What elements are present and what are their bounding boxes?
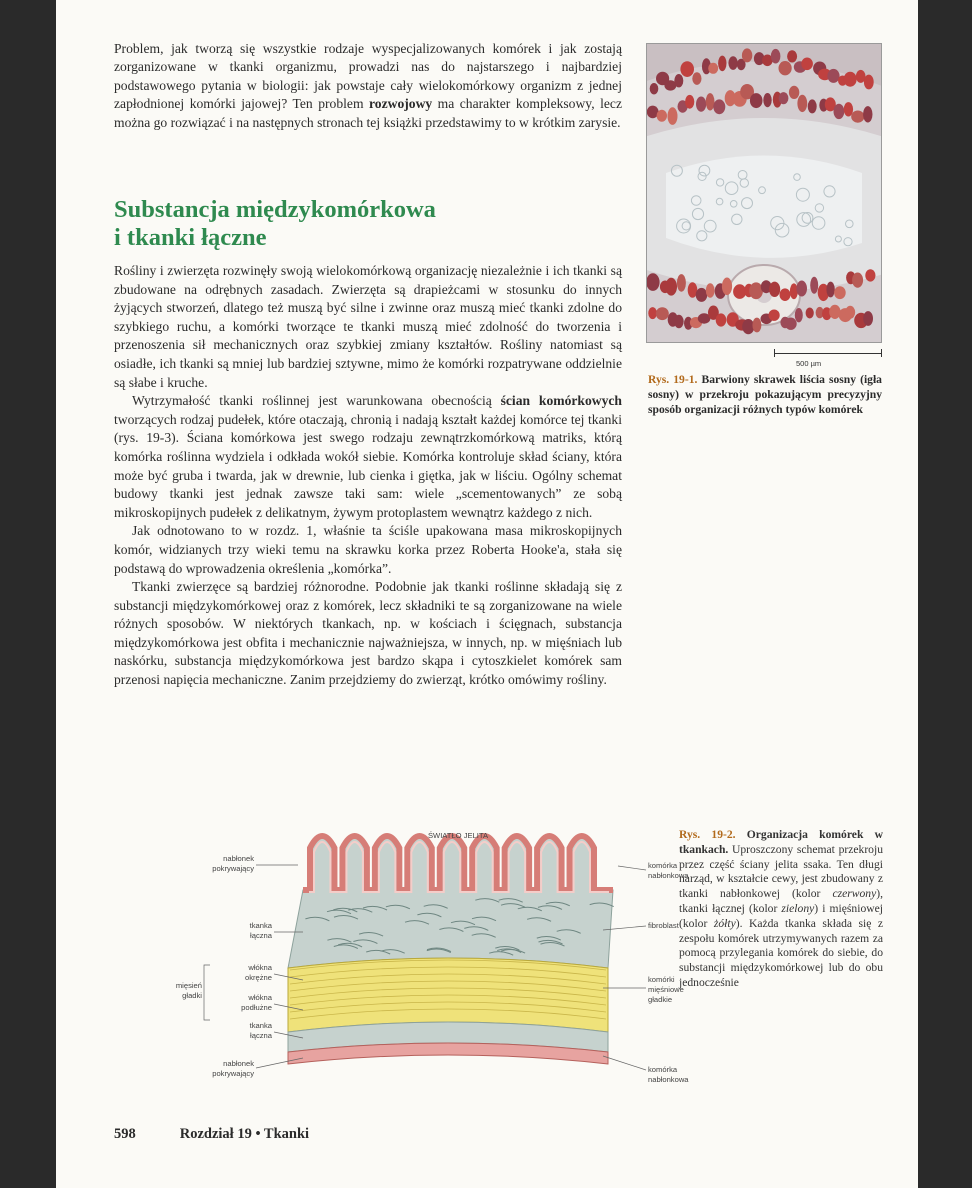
stained-cell: [864, 75, 874, 90]
section-title-line-1: Substancja międzykomórkowa: [114, 196, 436, 223]
label-connective-2a: tkanka: [249, 1021, 272, 1030]
stained-cell: [763, 93, 771, 107]
stained-cell: [742, 48, 752, 62]
stained-cell: [789, 86, 799, 99]
stained-cell: [650, 83, 659, 94]
stained-cell: [797, 95, 807, 112]
paragraph-2-end: tworzących rodzaj pudełek, które otaczają, chronią i nadają kształt każdej komórce tej tkanki (rys. 19-3). Ściana komórkowa jest swego rodzaju zewnątrzkomórkową matriks, którą komórka roślinna wydziela i odkłada wokół siebie. Komórka kontroluje skład ściany, która może być gruba i twarda, jak w drewnie, lub cienka i giętka, jak w liściu. Ogólny schemat budowy tkanki jest jednak zawsze taki sam: wiele „scementowanych” ze sobą mikroskopijnych pudełek z delikatnym, żywym protoplastem wewnątrz każdego z nich.: [114, 411, 622, 520]
figure-2-color-green: zielony: [781, 901, 815, 915]
scale-tick-right: [881, 349, 882, 357]
label-longitudinal-1: włókna: [248, 993, 272, 1002]
label-epithelial-cell-bottom-2: nabłonkowa: [648, 1075, 689, 1084]
intro-keyword: rozwojowy: [369, 96, 433, 112]
stained-cell: [656, 307, 669, 320]
figure-2-text-c: ) i mięśniowej (kolor: [679, 901, 883, 930]
stained-cell: [801, 58, 813, 71]
stained-cell: [851, 111, 864, 123]
scale-bar: [774, 347, 882, 368]
stained-cell: [863, 106, 872, 122]
stained-cell: [844, 72, 857, 87]
paragraph-2-keyword: ścian komórkowych: [500, 393, 622, 409]
figure-2-caption: [679, 828, 883, 991]
intro-text-end: ma charakter kompleksowy, lecz można go rozwiązać i na następnych stronach tej książki przedstawimy to w krótkim zarysie.: [114, 96, 622, 130]
body-text: [114, 262, 622, 690]
stained-cell: [749, 282, 763, 299]
label-epithelial-cell-bottom-1: komórka: [648, 1065, 678, 1074]
stained-cell: [752, 318, 761, 333]
stained-cell: [680, 61, 694, 77]
intro-text: Problem, jak tworzą się wszystkie rodzaje wyspecjalizowanych komórek i jak zostają zorganizowane w tkanki organizmu, prowadzi nas do najstarszego i najbardziej podstawowego pytania w biologii: jak powstaje cały wielokomórkowy organizm z jednej zapłodnionej komórki jajowej? Ten problem: [114, 41, 622, 112]
figure-1-label: Rys. 19-1.: [648, 373, 698, 386]
stained-cell: [706, 283, 715, 297]
label-lumen: ŚWIATŁO JELITA: [427, 831, 489, 840]
stained-cell: [845, 306, 855, 319]
label-connective-2b: łączna: [250, 1031, 272, 1040]
label-epithelium-top-2: pokrywający: [212, 864, 254, 873]
stained-cell: [796, 281, 807, 297]
section-title-line-2: i tkanki łączne: [114, 224, 267, 251]
scale-label: 500 µm: [796, 359, 822, 368]
label-longitudinal-2: podłużne: [241, 1003, 272, 1012]
stained-cell: [668, 107, 678, 125]
page-footer: [114, 1126, 309, 1143]
label-fibroblast: fibroblast: [648, 921, 679, 930]
book-page: [56, 0, 918, 1188]
stained-cell: [665, 278, 677, 296]
page-number: 598: [114, 1126, 136, 1142]
label-epithelial-cell-top-1: komórka: [648, 861, 678, 870]
label-smooth-muscle-2: gładki: [182, 991, 202, 1000]
stained-cell: [810, 277, 818, 294]
label-connective-1a: tkanka: [249, 921, 272, 930]
paragraph-2: [114, 392, 622, 522]
pine-needle-micrograph: [646, 43, 882, 343]
figure-2-text-b: ), tkanki łącznej (kolor: [679, 887, 883, 915]
stained-cell: [779, 61, 792, 75]
intro-paragraph: [114, 40, 622, 132]
figure-2-text-a: Uproszczony schemat przekroju przez część ściany jelita ssaka. Ten długi narząd, w kształcie cewy, jest zbudowany z tkanki nabłonkowej (kolor: [679, 842, 883, 901]
stained-cell: [728, 56, 737, 70]
stained-cell: [648, 307, 657, 319]
stained-cell: [674, 315, 684, 329]
stained-cell: [780, 288, 791, 301]
label-epithelium-bottom-1: nabłonek: [223, 1059, 254, 1068]
stained-cell: [771, 49, 781, 64]
figure-1-caption: [648, 373, 882, 417]
stained-cell: [677, 274, 686, 292]
stained-cell: [808, 99, 817, 113]
stained-cell: [750, 93, 763, 108]
stained-cell: [696, 97, 706, 112]
stained-cell: [787, 50, 797, 62]
stained-cell: [769, 310, 780, 321]
stained-cell: [827, 69, 839, 83]
stained-cell: [696, 288, 708, 302]
stained-cell: [829, 305, 840, 319]
stained-cell: [713, 99, 725, 114]
label-smooth-muscle-1: mięsień: [175, 981, 202, 990]
stained-cell: [790, 283, 798, 299]
stained-cell: [863, 311, 873, 326]
stained-cell: [722, 278, 732, 296]
intestine-wall-diagram: [98, 820, 689, 1092]
scale-line: [774, 353, 882, 354]
stained-cell: [646, 273, 659, 291]
figure-2-label: Rys. 19-2.: [679, 828, 736, 841]
stained-cell: [834, 104, 845, 119]
label-smooth-cells-3: gładkie: [648, 995, 673, 1004]
stained-cell: [806, 308, 814, 319]
figure-1-caption-text: Barwiony skrawek liścia sosny (igła sosny) w przekroju pokazującym precyzyjny sposób organizacji różnych typów komórek: [648, 373, 882, 416]
stained-cell: [718, 56, 726, 72]
figure-2-color-red: czerwony: [832, 887, 877, 901]
stained-cell: [779, 92, 789, 104]
label-smooth-cells-1: komórki: [648, 975, 675, 984]
stained-cell: [852, 273, 863, 288]
paragraph-1: Rośliny i zwierzęta rozwinęły swoją wielokomórkową organizację niezależnie i ich tkanki są zbudowane na odrębnych zasadach. Zwierzęta są drapieżcami w stosunku do innych żyjących stworzeń, dlatego też muszą być silne i zwinne oraz muszą mieć tkanki zdolne do szybkiego ruchu, a komórki tworzące te tkanki muszą mieć zdolność do tworzenia i przenoszenia sił mechanicznych oraz szybkiej zmiany kształtów. Rośliny natomiast są osiadłe, ich tkanki są mniej lub bardziej sztywne, mimo że komórki rozpatrywane oddzielnie są słabe i kruche.: [114, 263, 622, 390]
stained-cell: [795, 308, 803, 322]
stained-cell: [708, 63, 718, 74]
label-circular-2: okrężne: [244, 973, 272, 982]
label-circular-1: włókna: [248, 963, 272, 972]
paragraph-3: Jak odnotowano to w rozdz. 1, właśnie ta ściśle upakowana masa mikroskopijnych komór, widzianych trzy wieki temu na skrawku korka przez Roberta Hooke'a, stała się podstawą do wprowadzenia określenia „komórka”.: [114, 523, 622, 576]
label-epithelial-cell-top-2: nabłonkowa: [648, 871, 689, 880]
stained-cell: [674, 74, 683, 87]
stained-cell: [785, 318, 797, 330]
stained-cell: [834, 286, 846, 299]
stained-cell: [685, 95, 694, 109]
figure-2-color-yellow: żółty: [713, 916, 736, 930]
label-epithelium-top-1: nabłonek: [223, 854, 254, 863]
paragraph-4: Tkanki zwierzęce są bardziej różnorodne. Podobnie jak tkanki roślinne składają się z substancji międzykomórkowej oraz z komórek, lecz składniki te są zorganizowane na wiele różnych sposobów. W niektórych tkankach, np. w kościach i ścięgnach, substancja międzykomórkowa jest obfita i mechanicznie najważniejsza, w innych, np. w mięśniach lub naskórku, substancja międzykomórkowa jest bardzo skąpa i cytoszkielet komórek sam przenosi napięcia mechaniczne. Zanim przejdziemy do zwierząt, krótko omówimy rośliny.: [114, 579, 622, 688]
stained-cell: [769, 282, 780, 297]
stained-cell: [692, 72, 701, 85]
label-epithelium-bottom-2: pokrywający: [212, 1069, 254, 1078]
stained-cell: [865, 269, 875, 281]
stained-cell: [706, 93, 715, 110]
figure-2-title: Organizacja komórek w tkankach.: [679, 828, 883, 856]
label-smooth-cells-2: mięśniowe: [648, 985, 684, 994]
scale-tick-left: [774, 349, 775, 357]
diagram-tissue: [288, 836, 614, 1064]
stained-cell: [826, 282, 834, 298]
section-title: [114, 196, 534, 252]
stained-cell: [657, 110, 667, 122]
label-connective-1b: łączna: [250, 931, 272, 940]
paragraph-2-start: Wytrzymałość tkanki roślinnej jest warunkowana obecnością: [132, 393, 501, 409]
stained-cell: [716, 313, 727, 326]
figure-2-text-d: ). Każda tkanka składa się z zespołu komórek utrzymywanych razem za pomocą przylegania komórek do siebie, do substancji międzykomórkowej lub do obu jednocześnie: [679, 916, 884, 989]
running-footer: Rozdział 19 • Tkanki: [179, 1126, 310, 1142]
